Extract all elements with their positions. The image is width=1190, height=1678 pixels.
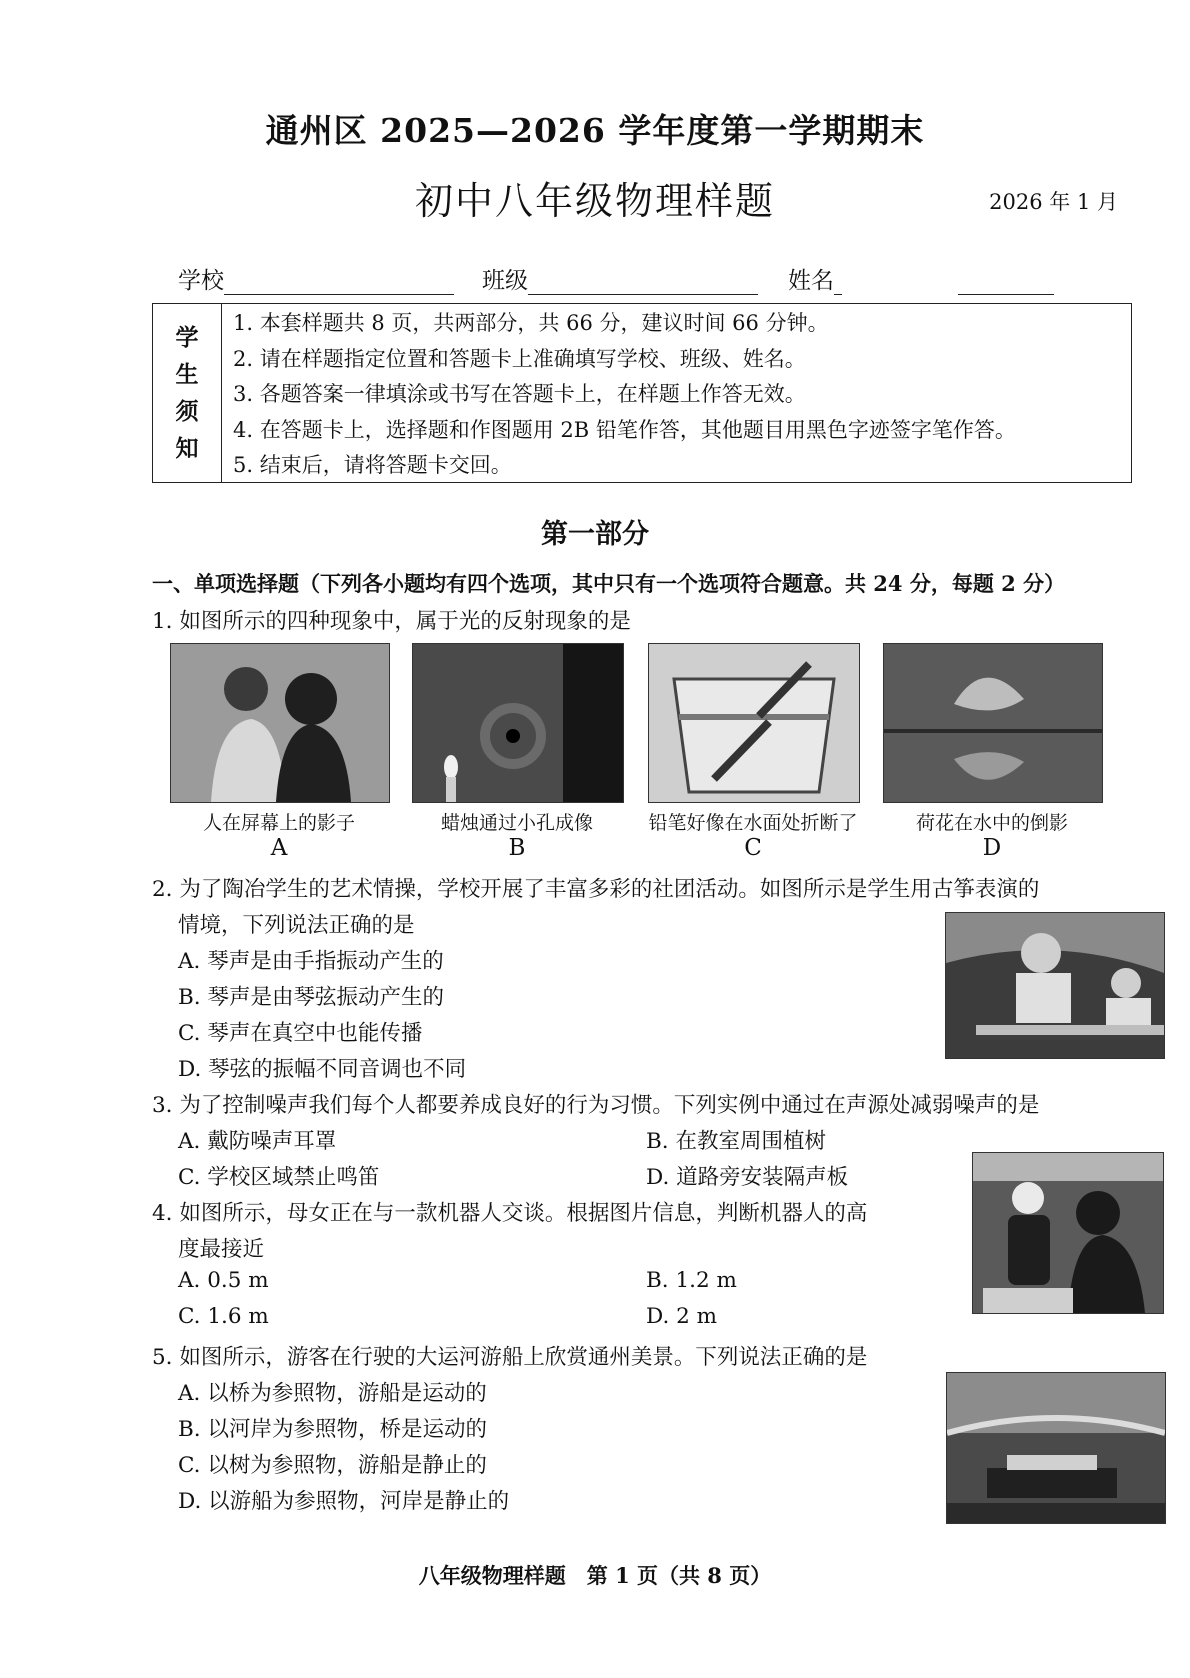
- student-info-fields: [178, 262, 1138, 298]
- option-c[interactable]: C. 学校区域禁止鸣笛: [178, 1165, 380, 1190]
- exam-title: 通州区 2025—2026 学年度第一学期期末: [265, 111, 925, 150]
- option-d[interactable]: D. 以游船为参照物，河岸是静止的: [178, 1489, 510, 1514]
- part-title: 第一部分: [541, 519, 649, 550]
- option-d[interactable]: D. 琴弦的振幅不同音调也不同: [178, 1057, 467, 1082]
- page-footer: 八年级物理样题 第 1 页（共 8 页）: [418, 1563, 772, 1588]
- robot-photo: [972, 1152, 1164, 1314]
- question-2-stem: 2. 为了陶冶学生的艺术情操，学校开展了丰富多彩的社团活动。如图所示是学生用古筝表演的: [152, 877, 1040, 902]
- option-b[interactable]: B. 以河岸为参照物，桥是运动的: [178, 1417, 487, 1442]
- canal-boat-photo: [946, 1372, 1166, 1524]
- guzheng-photo: [945, 912, 1165, 1059]
- section-title: 一、单项选择题（下列各小题均有四个选项，其中只有一个选项符合题意。共 24 分，每题 2 分）: [152, 571, 1066, 596]
- exam-subtitle: 初中八年级物理样题: [414, 179, 775, 223]
- option-d[interactable]: D. 2 m: [646, 1304, 718, 1329]
- option-b[interactable]: B. 在教室周围植树: [646, 1129, 826, 1154]
- notice-heading: 学 生 须 知: [153, 304, 222, 482]
- image-caption: 蜡烛通过小孔成像: [440, 812, 593, 834]
- question-4-stem: 4. 如图所示，母女正在与一款机器人交谈。根据图片信息，判断机器人的高: [152, 1201, 868, 1226]
- exam-date: 2026 年 1 月: [989, 190, 1118, 214]
- notice-item: 3. 各题答案一律填涂或书写在答题卡上，在样题上作答无效。: [233, 382, 806, 406]
- image-letter: C: [744, 835, 762, 861]
- notice-item: 2. 请在样题指定位置和答题卡上准确填写学校、班级、姓名。: [233, 346, 806, 371]
- question-2-stem-cont: 情境，下列说法正确的是: [178, 913, 415, 938]
- school-label: 学校: [178, 268, 224, 294]
- question-5-stem: 5. 如图所示，游客在行驶的大运河游船上欣赏通州美景。下列说法正确的是: [152, 1345, 868, 1370]
- question-1-stem: 1. 如图所示的四种现象中，属于光的反射现象的是: [152, 609, 631, 634]
- name-label: 姓名: [788, 268, 834, 294]
- notice-item: 4. 在答题卡上，选择题和作图题用 2B 铅笔作答，其他题目用黑色字迹签字笔作答。: [233, 417, 1016, 442]
- image-letter: D: [982, 835, 1002, 861]
- option-c[interactable]: C. 以树为参照物，游船是静止的: [178, 1453, 487, 1478]
- option-d[interactable]: D. 道路旁安装隔声板: [646, 1165, 849, 1190]
- image-letter: B: [508, 835, 526, 861]
- class-field[interactable]: [482, 262, 758, 295]
- pinhole-photo: [412, 643, 624, 803]
- option-b[interactable]: B. 琴声是由琴弦振动产生的: [178, 985, 444, 1010]
- image-caption: 铅笔好像在水面处折断了: [648, 812, 858, 834]
- name-field[interactable]: [788, 262, 1054, 295]
- notice-item: 5. 结束后，请将答题卡交回。: [233, 453, 512, 477]
- image-letter: A: [270, 835, 288, 861]
- question-3-stem: 3. 为了控制噪声我们每个人都要养成良好的行为习惯。下列实例中通过在声源处减弱噪声的是: [152, 1093, 1040, 1118]
- image-caption: 荷花在水中的倒影: [915, 812, 1068, 834]
- option-c[interactable]: C. 1.6 m: [178, 1304, 269, 1329]
- shadow-photo: [170, 643, 390, 803]
- option-a[interactable]: A. 0.5 m: [178, 1268, 269, 1293]
- lotus-reflection-photo: [883, 643, 1103, 803]
- option-c[interactable]: C. 琴声在真空中也能传播: [178, 1021, 423, 1046]
- pencil-in-water-photo: [648, 643, 860, 803]
- question-4-stem-cont: 度最接近: [178, 1237, 265, 1262]
- image-caption: 人在屏幕上的影子: [202, 812, 355, 834]
- option-a[interactable]: A. 琴声是由手指振动产生的: [178, 949, 444, 974]
- notice-item: 1. 本套样题共 8 页，共两部分，共 66 分，建议时间 66 分钟。: [233, 311, 829, 335]
- student-notice-box: [152, 303, 1132, 483]
- notice-list: [233, 306, 1125, 484]
- option-a[interactable]: A. 戴防噪声耳罩: [178, 1129, 337, 1154]
- school-field[interactable]: [178, 262, 454, 295]
- class-label: 班级: [482, 268, 528, 294]
- option-a[interactable]: A. 以桥为参照物，游船是运动的: [178, 1381, 487, 1406]
- option-b[interactable]: B. 1.2 m: [646, 1268, 737, 1293]
